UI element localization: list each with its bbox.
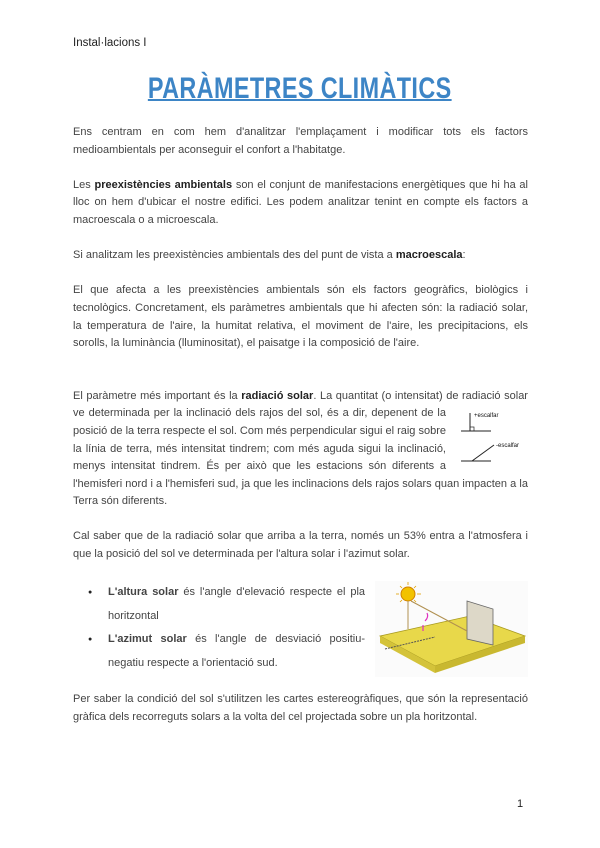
- text: Les: [73, 178, 95, 191]
- bold-term: macroescala: [395, 249, 463, 262]
- text: Si analitzam les preexistències ambientals des del punt de vista a: [73, 249, 396, 262]
- paragraph-macroescala: [73, 247, 528, 265]
- text: El que afecta a les preexistències ambientals són els factors geogràfics, biològics i tecnològics. Concretament, els paràmetres ambientals que hi afecten són: la radiació solar, la temperatura de l'aire, la humitat relativa, el moviment de l'aire, les precipitacions, els sorolls, la luminància (lluminositat), el paisatge i la composició de l'aire.: [73, 284, 528, 350]
- title-text: PARÀMETRES CLIMÀTICS: [148, 72, 452, 105]
- text: és l'angle d'elevació respecte el pla horitzontal: [108, 586, 365, 622]
- list-item-altura: [88, 581, 365, 628]
- document-body: [73, 124, 528, 744]
- wall: [467, 601, 493, 645]
- text: Per saber la condició del sol s'utilitzen les cartes estereogràfiques, que són la representació gràfica dels recorreguts solars a la volta del cel projectada sobre un pla horitzontal.: [73, 693, 528, 723]
- page-title: [0, 72, 600, 106]
- text: . La quantitat (o intensitat) de radiació solar ve determinada per la inclinació dels rajos del sol, és a dir, depenent de la: [73, 389, 528, 420]
- paragraph-atmosfera: [73, 528, 528, 563]
- angle-arrow: [425, 613, 428, 621]
- text: :: [462, 249, 466, 262]
- bullets-section: [73, 581, 528, 677]
- bullet-list: [73, 581, 365, 675]
- text: El paràmetre més important és la: [73, 389, 242, 402]
- bold-term: L'azimut solar: [108, 633, 187, 646]
- right-angle-mark: [470, 427, 474, 431]
- bold-term: L'altura solar: [108, 586, 179, 599]
- solar-angles-illustration: [375, 581, 528, 677]
- bold-term: preexistències ambientals: [94, 178, 233, 191]
- text: posició de la terra respecte el sol. Com més perpendicular sigui el raig sobre la línia de terra, més intensitat tindrem; com més aguda sigui la inclinació, menys intensitat tindrem. És per això que les estacions són diferents a l'hemisferi nord i a l'hemisferi sud, ja que les inclinacions dels rajos solars quan impacten a la Terra són diferents.: [73, 424, 528, 508]
- sun-icon: [401, 587, 415, 601]
- running-header: Instal·lacions I: [73, 37, 147, 49]
- text: son el conjunt de manifestacions energètiques que hi ha al lloc on hem d'ubicar el nostre edifici. Les podem analitzar tenint en compte els factors a macroescala o a microescala.: [73, 178, 528, 226]
- paragraph-preexistencies: [73, 177, 528, 230]
- paragraph-factors: [73, 282, 528, 352]
- oblique-ray: [472, 445, 494, 461]
- paragraph-cartes: [73, 691, 528, 726]
- text: Cal saber que de la radiació solar que arriba a la terra, només un 53% entra a l'atmosfera i que la posició del sol ve determinada per l'altura solar i l'azimut solar.: [73, 530, 528, 561]
- paragraph-radiacio: [73, 388, 528, 511]
- page-number: 1: [517, 798, 524, 810]
- more-heat-label: +escalfar: [474, 413, 499, 420]
- paragraph-intro: [73, 124, 528, 159]
- list-item-azimut: [88, 628, 365, 675]
- text: és l'angle de desviació positiu-negatiu respecte a l'orientació sud.: [108, 633, 365, 669]
- less-heat-label: -escalfar: [496, 443, 520, 450]
- ray-inclination-figure: [458, 409, 528, 469]
- bold-term: radiació solar: [241, 389, 314, 402]
- text: Ens centram en com hem d'analitzar l'emplaçament i modificar tots els factors medioambientals per aconseguir el confort a l'habitatge.: [73, 126, 528, 156]
